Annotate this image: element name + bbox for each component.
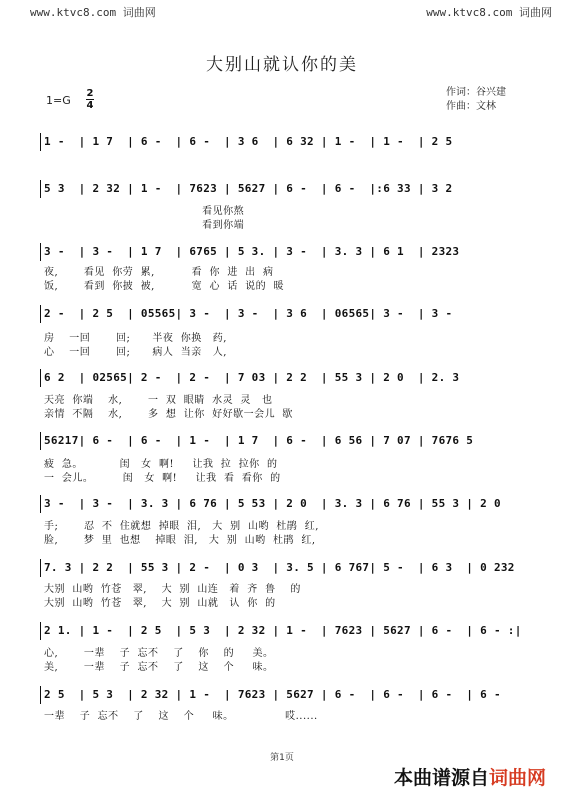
system-start-bar [40, 180, 41, 198]
lyrics-line-3a: 夜, 看见 你劳 累, 看 你 进 出 病 [44, 267, 274, 278]
notes-line-8: 7. 3 | 2 2 | 55 3 | 2 - | 0 3 | 3. 5 | 6 767| 5 - | 6 3 | 0 232 [44, 561, 515, 574]
page-number: 第1页 [270, 753, 294, 763]
time-signature-top: 2 [86, 88, 94, 99]
notes-line-1: 1 - | 1 7 | 6 - | 6 - | 3 6 | 6 32 | 1 - | 1 - | 2 5 [44, 135, 453, 148]
lyrics-line-5a: 天亮 你端 水, 一 双 眼睛 水灵 灵 也 [44, 395, 273, 406]
lyrics-line-7a: 手; 忍 不 住就想 掉眼 泪, 大 别 山哟 杜鹃 红, [44, 521, 319, 532]
notes-line-6: 56217| 6 - | 6 - | 1 - | 1 7 | 6 - | 6 56 | 7 07 | 7676 5 [44, 434, 474, 447]
notes-line-7: 3 - | 3 - | 3. 3 | 6 76 | 5 53 | 2 0 | 3. 3 | 6 76 | 55 3 | 2 0 [44, 497, 501, 510]
system-start-bar [40, 432, 41, 450]
lyrics-line-9a: 心, 一辈 子 忘不 了 你 的 美。 [44, 648, 274, 659]
system-start-bar [40, 243, 41, 261]
notes-line-4: 2 - | 2 5 | 05565| 3 - | 3 - | 3 6 | 06565| 3 - | 3 - [44, 307, 453, 320]
system-start-bar [40, 133, 41, 151]
song-title: 大别山就认你的美 [206, 55, 358, 75]
lyrics-line-7b: 脸, 梦 里 也想 掉眼 泪, 大 别 山哟 杜鹃 红, [44, 535, 316, 546]
time-signature [86, 88, 94, 111]
system-start-bar [40, 559, 41, 577]
system-start-bar [40, 686, 41, 704]
lyrics-line-8b: 大别 山哟 竹苍 翠, 大 别 山就 认 你 的 [44, 598, 276, 609]
brand-site-name: 词曲网 [488, 767, 546, 789]
notes-line-5: 6 2 | 02565| 2 - | 2 - | 7 03 | 2 2 | 55 3 | 2 0 | 2. 3 [44, 371, 460, 384]
key-signature: 1=G [46, 94, 71, 107]
lyrics-line-2b: 看到你端 [44, 220, 245, 231]
lyricist-credit: 作词：谷兴建 [446, 87, 506, 98]
lyrics-line-4a: 房 一回 回; 半夜 你换 药, [44, 333, 227, 344]
watermark-left: www.ktvc8.com 词曲网 [30, 6, 156, 19]
lyrics-line-2a: 看见你熬 [44, 206, 245, 217]
lyrics-line-6b: 一 会儿。 闺 女 啊! 让我 看 看你 的 [44, 473, 281, 484]
brand-prefix: 本曲谱源自 [393, 767, 489, 789]
lyrics-line-8a: 大别 山哟 竹苍 翠, 大 别 山连 着 齐 鲁 的 [44, 584, 301, 595]
system-start-bar [40, 305, 41, 323]
notes-line-3: 3 - | 3 - | 1 7 | 6765 | 5 3. | 3 - | 3. 3 | 6 1 | 2323 [44, 245, 460, 258]
watermark-right: www.ktvc8.com 词曲网 [426, 6, 552, 19]
system-start-bar [40, 369, 41, 387]
lyrics-line-10a: 一辈 子 忘不 了 这 个 味。 哎...... [44, 711, 318, 722]
lyrics-line-4b: 心 一回 回; 病人 当亲 人, [44, 347, 227, 358]
notes-line-2: 5 3 | 2 32 | 1 - | 7623 | 5627 | 6 - | 6 - |:6 33 | 3 2 [44, 182, 453, 195]
system-start-bar [40, 622, 41, 640]
notes-line-10: 2 5 | 5 3 | 2 32 | 1 - | 7623 | 5627 | 6 - | 6 - | 6 - | 6 - [44, 688, 501, 701]
time-signature-bottom: 4 [86, 100, 94, 111]
lyrics-line-3b: 饭, 看到 你披 被, 宽 心 话 说的 暖 [44, 281, 285, 292]
system-start-bar [40, 495, 41, 513]
notes-line-9: 2 1. | 1 - | 2 5 | 5 3 | 2 32 | 1 - | 7623 | 5627 | 6 - | 6 - :| [44, 624, 522, 637]
lyrics-line-9b: 美, 一辈 子 忘不 了 这 个 味。 [44, 662, 274, 673]
lyrics-line-6a: 疲 急。 闺 女 啊! 让我 拉 拉你 的 [44, 459, 278, 470]
composer-credit: 作曲：文林 [446, 101, 496, 112]
source-brand[interactable] [394, 763, 546, 790]
lyrics-line-5b: 亲情 不隔 水, 多 想 让你 好好歇一会儿 歇 [44, 409, 293, 420]
